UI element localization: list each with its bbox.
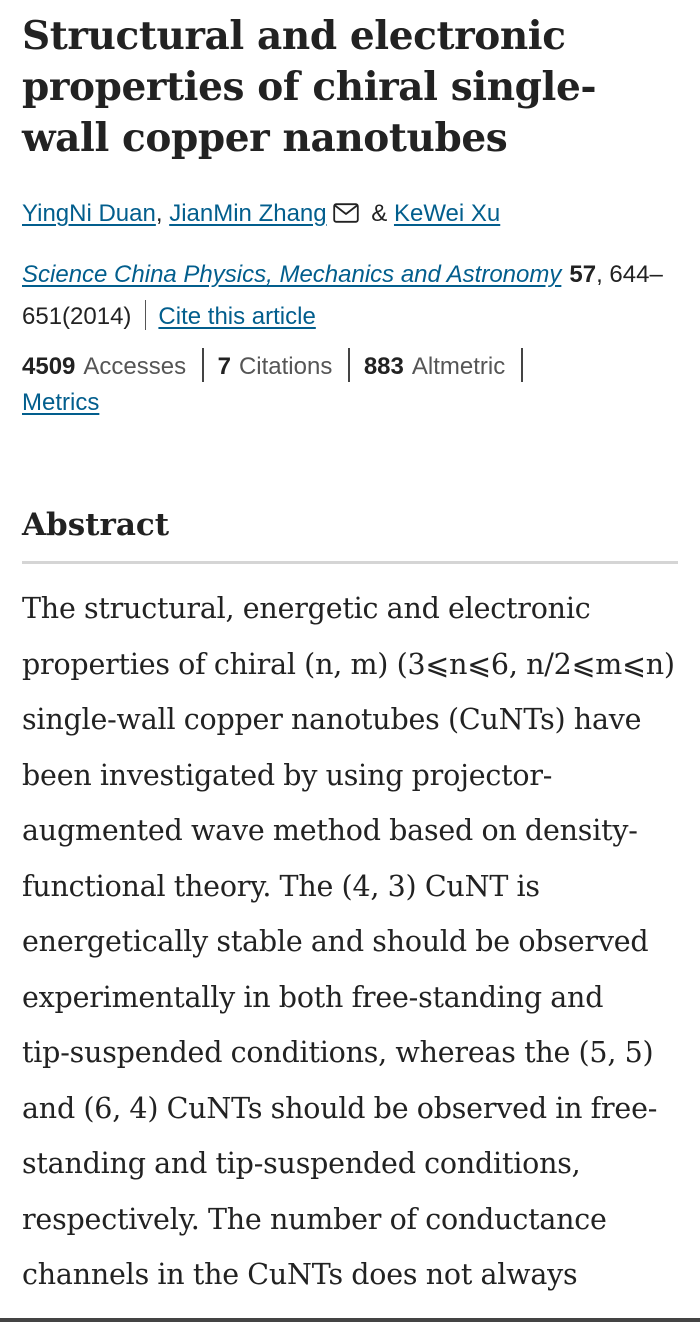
altmetric-label: Altmetric	[411, 353, 506, 380]
bottom-edge-bar	[0, 1318, 700, 1322]
metrics-link[interactable]: Metrics	[22, 389, 100, 416]
abstract-line: channels in the CuNTs does not always	[22, 1258, 578, 1291]
abstract-line: single-wall copper nanotubes (CuNTs) have	[22, 703, 642, 736]
cite-article-link[interactable]: Cite this article	[158, 303, 316, 330]
abstract-text	[22, 581, 678, 1303]
journal-link[interactable]: Science China Physics, Mechanics and Astronomy	[22, 261, 562, 288]
altmetric-count: 883	[363, 353, 404, 380]
abstract-line: properties of chiral (n, m) (3⩽n⩽6, n/2⩽m⩽n)	[22, 647, 675, 681]
author-link-duan[interactable]: YingNi Duan	[22, 200, 156, 227]
divider	[202, 348, 204, 382]
article-metrics	[22, 348, 678, 421]
divider	[348, 348, 350, 382]
divider	[145, 300, 146, 330]
abstract-line: energetically stable and should be observed	[22, 925, 649, 958]
abstract-line: The structural, energetic and electronic	[22, 592, 591, 625]
author-separator-amp: &	[364, 200, 394, 227]
pages-year: , 644–651(2014)	[22, 261, 663, 330]
article-page	[0, 11, 700, 1303]
author-link-xu[interactable]: KeWei Xu	[393, 200, 501, 227]
author-link-zhang[interactable]: JianMin Zhang	[169, 200, 327, 227]
article-title: Structural and electronic properties of chiral single-wall copper nanotubes	[22, 13, 597, 161]
abstract-heading: Abstract	[22, 505, 678, 564]
abstract-line: respectively. The number of conductance	[22, 1202, 607, 1236]
envelope-icon[interactable]	[333, 200, 359, 220]
abstract-line: functional theory. The (4, 3) CuNT is	[22, 869, 540, 903]
divider	[521, 348, 523, 382]
journal-volume: 57	[569, 261, 597, 288]
author-list	[22, 198, 678, 230]
accesses-count: 4509	[22, 353, 76, 380]
abstract-line: and (6, 4) CuNTs should be observed in free-	[22, 1091, 658, 1125]
abstract-line: standing and tip-suspended conditions,	[22, 1147, 581, 1180]
author-separator: ,	[155, 200, 170, 227]
citations-count: 7	[217, 353, 231, 380]
citations-label: Citations	[238, 353, 333, 380]
abstract-line: experimentally in both free-standing and	[22, 980, 604, 1014]
accesses-label: Accesses	[83, 353, 187, 380]
abstract-line: augmented wave method based on density-	[22, 814, 638, 847]
abstract-line: tip-suspended conditions, whereas the (5, 5)	[22, 1036, 654, 1069]
publication-info	[22, 254, 678, 338]
abstract-line: been investigated by using projector-	[22, 758, 553, 792]
